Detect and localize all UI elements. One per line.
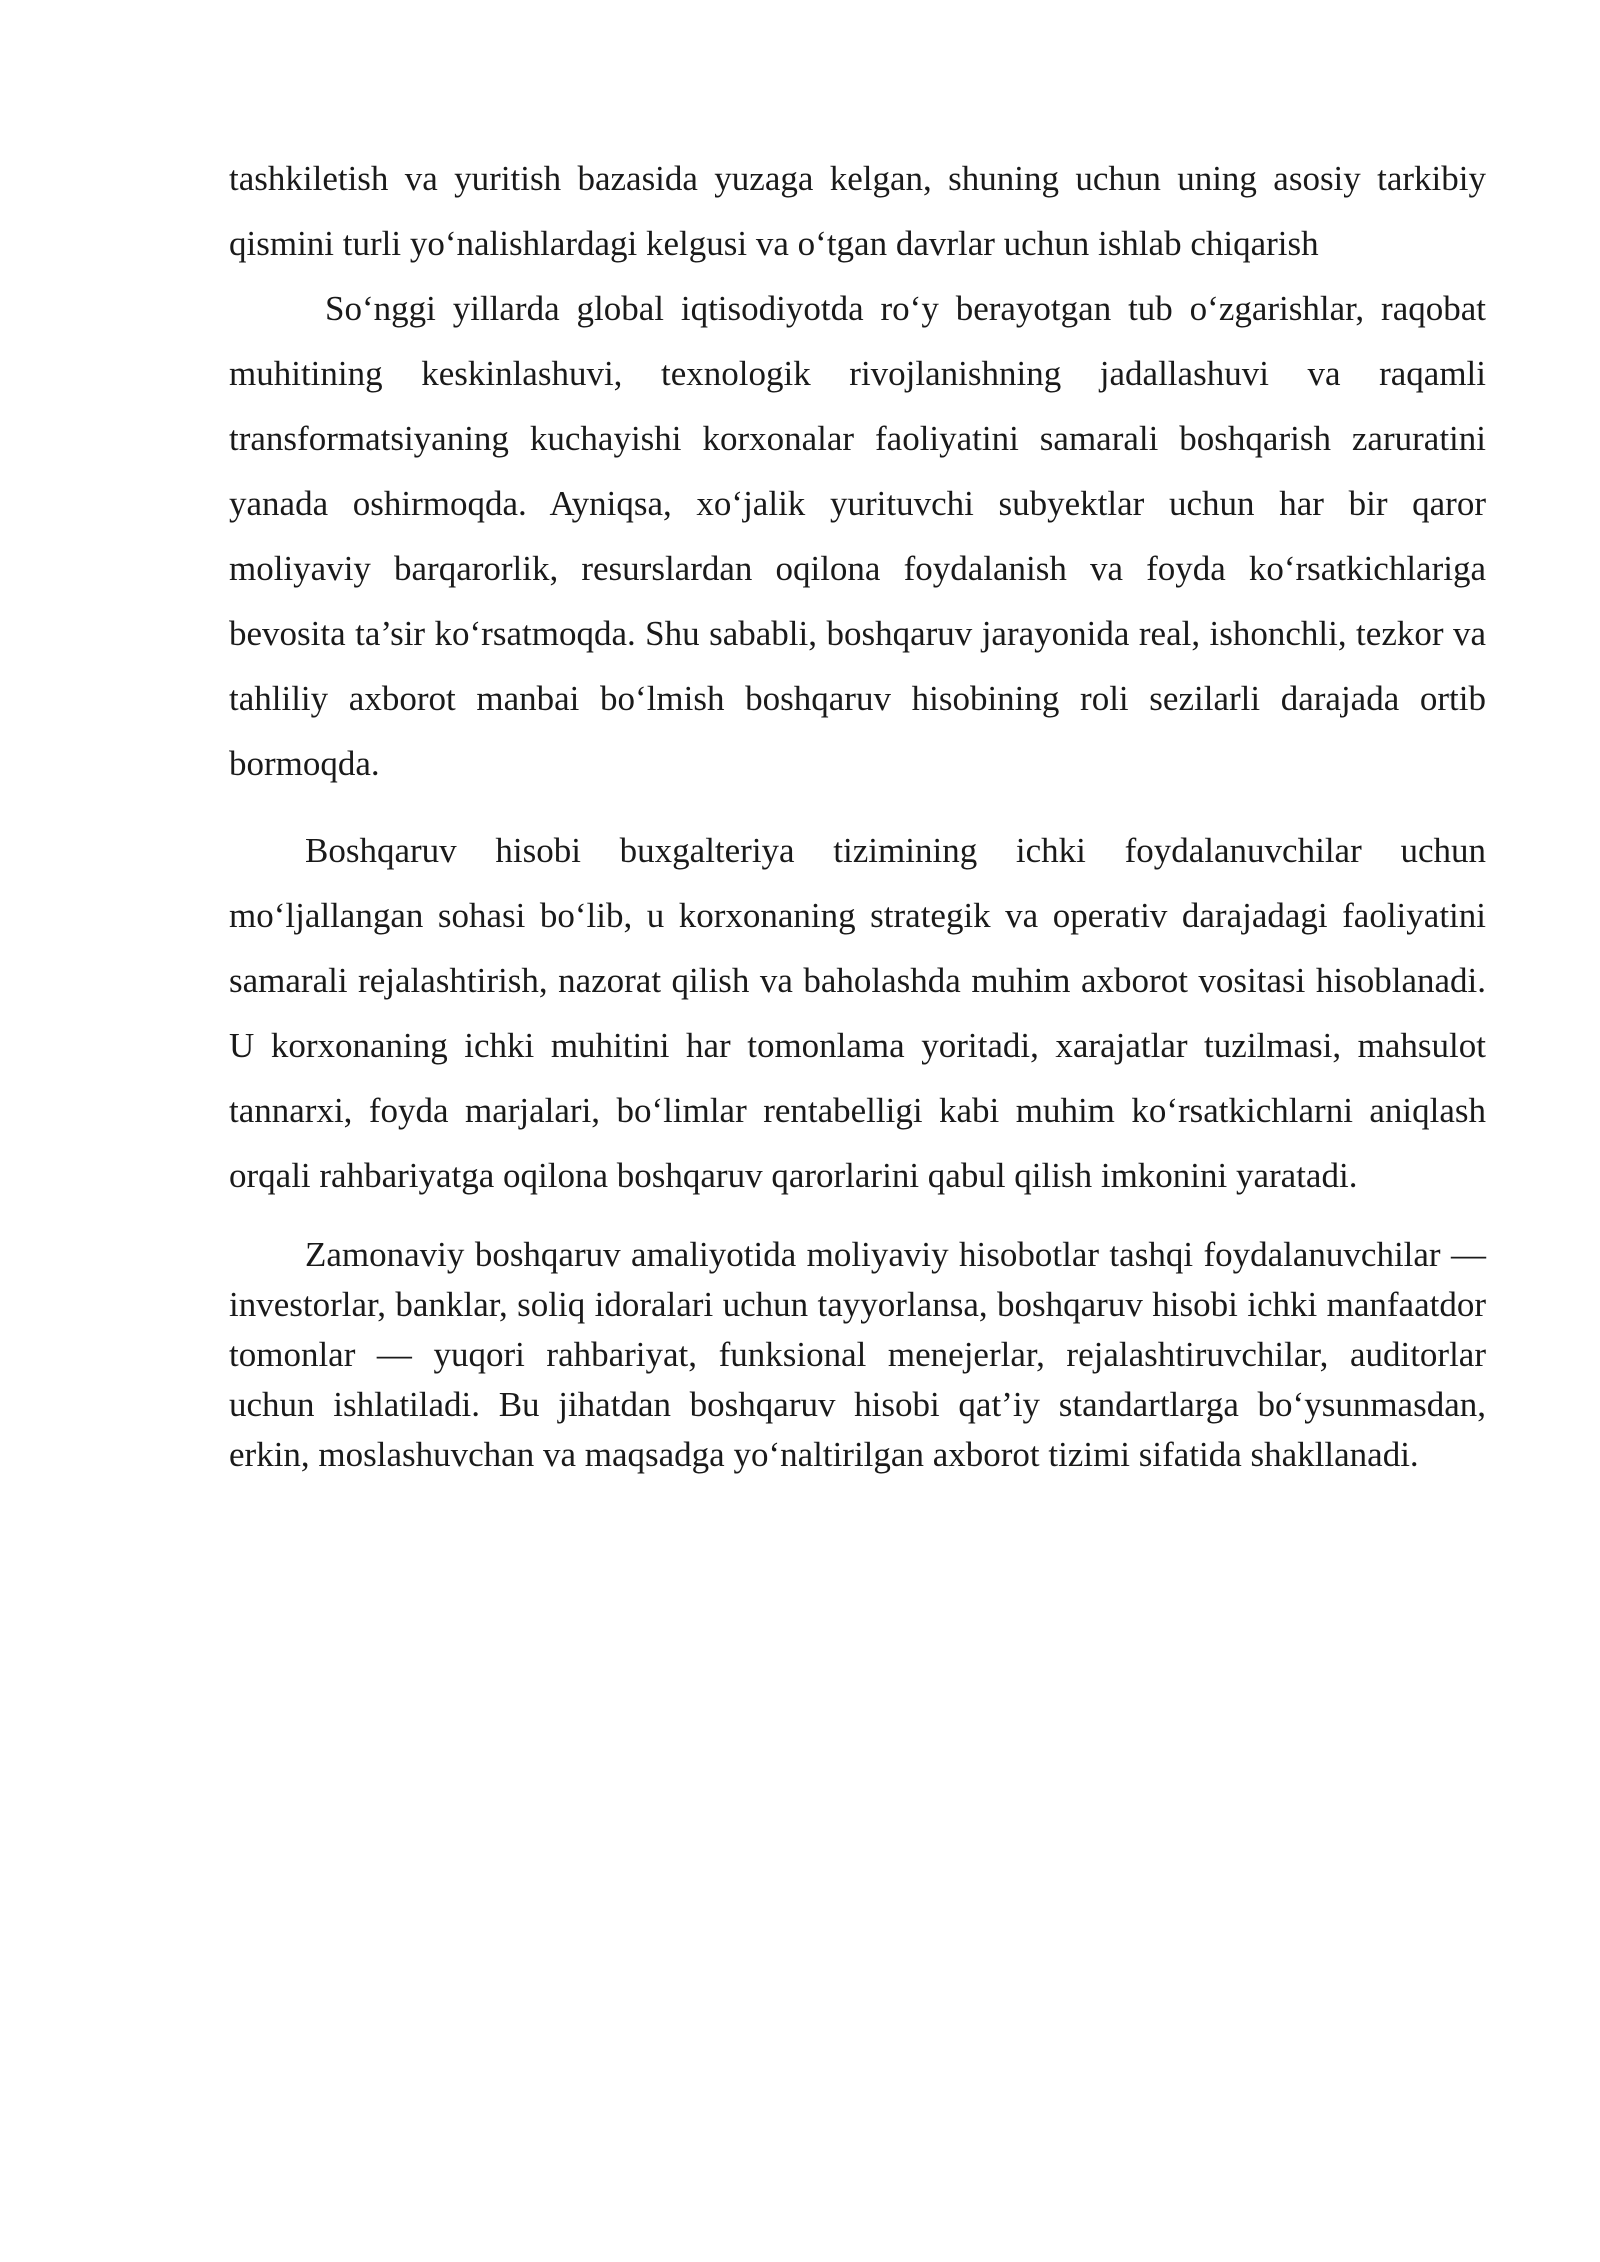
paragraph-global-economy: So‘nggi yillarda global iqtisodiyotda ro‘y berayotgan tub o‘zgarishlar, raqobat muhitining keskinlashuvi, texnologik rivojlanishning jadallashuvi va raqamli transformatsiyaning kuchayishi korxonalar faoliyatini samarali boshqarish zaruratini yanada oshirmoqda. Ayniqsa, xo‘jalik yurituvchi subyektlar uchun har bir qaror moliyaviy barqarorlik, resurslardan oqilona foydalanish va foyda ko‘rsatkichlariga bevosita ta’sir ko‘rsatmoqda. Shu sababli, boshqaruv jarayonida real, ishonchli, tezkor va tahliliy axborot manbai bo‘lmish boshqaruv hisobining roli sezilarli darajada ortib bormoqda. bbox=[229, 289, 1486, 783]
document-body bbox=[229, 146, 1486, 1480]
paragraph-management-accounting: Boshqaruv hisobi buxgalteriya tizimining ichki foydalanuvchilar uchun mo‘ljallangan sohasi bo‘lib, u korxonaning strategik va operativ darajadagi faoliyatini samarali rejalashtirish, nazorat qilish va baholashda muhim axborot vositasi hisoblanadi. U korxonaning ichki muhitini har tomonlama yoritadi, xarajatlar tuzilmasi, mahsulot tannarxi, foyda marjalari, bo‘limlar rentabelligi kabi muhim ko‘rsatkichlarni aniqlash orqali rahbariyatga oqilona boshqaruv qarorlarini qabul qilish imkonini yaratadi. bbox=[229, 831, 1486, 1195]
paragraph-modern-practice: Zamonaviy boshqaruv amaliyotida moliyaviy hisobotlar tashqi foydalanuvchilar — investorlar, banklar, soliq idoralari uchun tayyorlansa, boshqaruv hisobi ichki manfaatdor tomonlar — yuqori rahbariyat, funksional menejerlar, rejalashtiruvchilar, auditorlar uchun ishlatiladi. Bu jihatdan boshqaruv hisobi qat’iy standartlarga bo‘ysunmasdan, erkin, moslashuvchan va maqsadga yo‘naltirilgan axborot tizimi sifatida shakllanadi. bbox=[229, 1235, 1486, 1474]
paragraph-continuation: tashkiletish va yuritish bazasida yuzaga kelgan, shuning uchun uning asosiy tarkibiy qismini turli yo‘nalishlardagi kelgusi va o‘tgan davrlar uchun ishlab chiqarish bbox=[229, 159, 1486, 263]
